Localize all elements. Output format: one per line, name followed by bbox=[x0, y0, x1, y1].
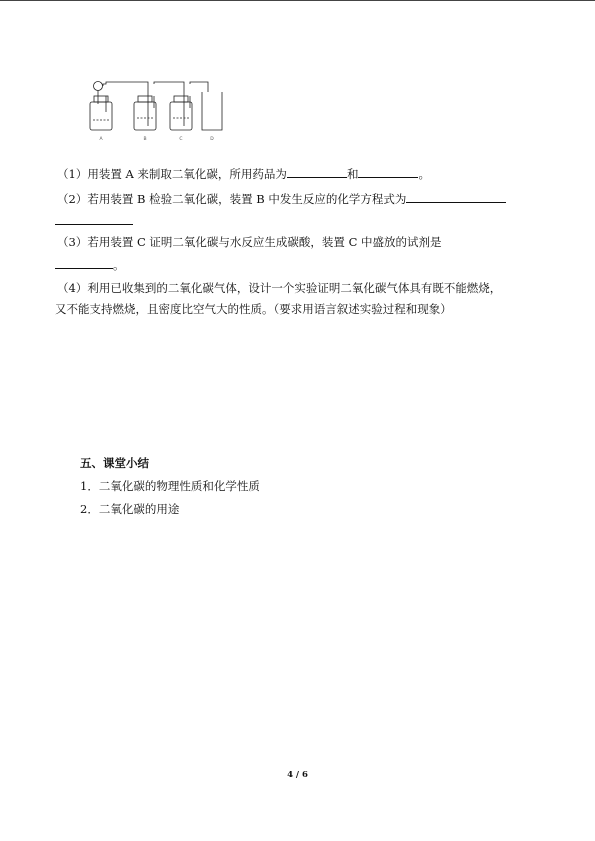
question-3: （3）若用装置 C 证明二氧化碳与水反应生成碳酸，装置 C 中盛放的试剂是 bbox=[57, 235, 442, 249]
label-c: C bbox=[179, 137, 183, 142]
summary-item-1: 1．二氧化碳的物理性质和化学性质 bbox=[80, 479, 260, 493]
label-a: A bbox=[99, 137, 103, 142]
question-1: （1）用装置 A 来制取二氧化碳，所用药品为 和 。 bbox=[57, 167, 430, 181]
question-2: （2）若用装置 B 检验二氧化碳，装置 B 中发生反应的化学方程式为 bbox=[57, 191, 506, 207]
question-4-line-2: 又不能支持燃烧，且密度比空气大的性质。（要求用语言叙述实验过程和现象） bbox=[55, 302, 452, 316]
page-number: 4 / 6 bbox=[287, 770, 308, 780]
top-rule bbox=[0, 0, 595, 1]
answer-blank-2[interactable] bbox=[358, 166, 418, 178]
summary-item-2: 2．二氧化碳的用途 bbox=[80, 502, 180, 516]
question-3-continuation: 。 bbox=[55, 257, 125, 273]
question-4-line-1: （4）利用已收集到的二氧化碳气体，设计一个实验证明二氧化碳气体具有既不能燃烧， bbox=[57, 281, 502, 295]
gas-apparatus-diagram bbox=[84, 78, 234, 144]
summary-heading: 五、课堂小结 bbox=[80, 456, 149, 470]
label-b: B bbox=[143, 137, 147, 142]
equation-blank[interactable] bbox=[406, 191, 506, 203]
label-d: D bbox=[210, 137, 214, 142]
reagent-blank[interactable] bbox=[55, 257, 113, 269]
equation-blank-continued[interactable] bbox=[55, 213, 133, 225]
answer-blank-1[interactable] bbox=[287, 166, 347, 178]
question-2-continuation bbox=[55, 213, 133, 229]
